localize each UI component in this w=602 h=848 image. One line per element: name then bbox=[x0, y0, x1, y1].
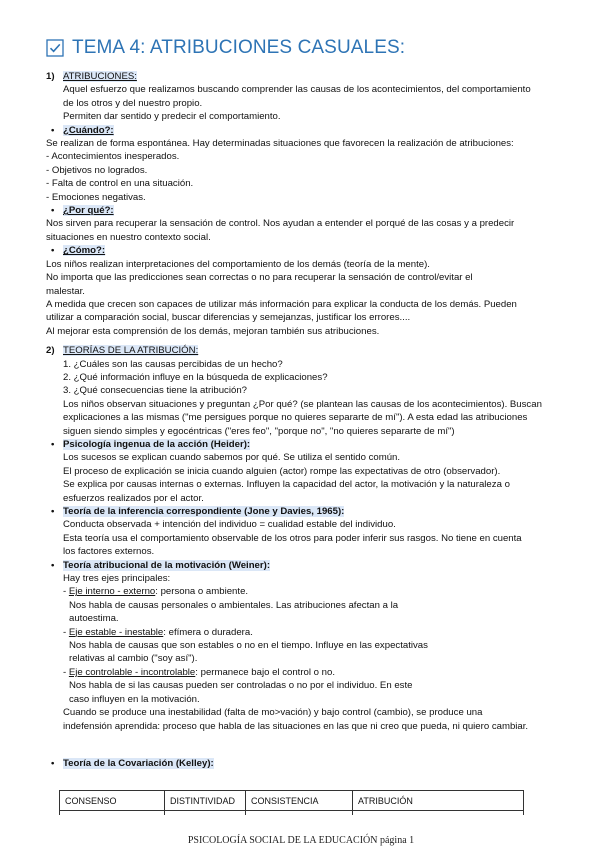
section-number: 1) bbox=[46, 71, 55, 82]
document-body bbox=[46, 70, 562, 770]
bullet-icon: • bbox=[51, 245, 55, 257]
axis-item: - Eje interno - externo: persona o ambiente. bbox=[63, 586, 249, 598]
table-cell bbox=[165, 811, 246, 816]
text-line: Nos habla de causas que son estables o no en el tiempo. Influye en las expectativas bbox=[69, 640, 428, 652]
bullet-como bbox=[46, 244, 562, 257]
text-line: caso influyen en la motivación. bbox=[69, 693, 200, 705]
text-line: relativas al cambio ("soy así"). bbox=[69, 653, 198, 665]
text-line: autoestima. bbox=[69, 613, 119, 625]
text-line: Se realizan de forma espontánea. Hay determinadas situaciones que favorecen la realización de atribuciones: bbox=[46, 138, 514, 150]
bullet-icon: • bbox=[51, 559, 55, 571]
text-line: los factores externos. bbox=[63, 546, 155, 558]
text-line: El proceso de explicación se inicia cuando alguien (actor) rompe las expectativas de otro (observador). bbox=[63, 465, 501, 477]
axis-text: : efímera o duradera. bbox=[163, 626, 253, 638]
bullet-heider bbox=[46, 438, 562, 505]
bullet-jones bbox=[46, 505, 562, 559]
page-footer: PSICOLOGÍA SOCIAL DE LA EDUCACIÓN página 1 bbox=[187, 835, 415, 846]
text-line: Nos habla de si las causas pueden ser controladas o no por el individuo. En este bbox=[69, 680, 413, 692]
text-line: de los otros y del nuestro propio. bbox=[63, 97, 203, 109]
text-line: indefensión aprendida: proceso que habla de las situaciones en las que ni creo que pueda, ni quiero cambiar. bbox=[63, 720, 529, 732]
text-line: situaciones en nuestro contexto social. bbox=[46, 231, 211, 243]
text-line: Nos habla de causas personales o ambientales. Las atribuciones afectan a la bbox=[69, 599, 399, 611]
page-title: TEMA 4: ATRIBUCIONES CASUALES: bbox=[72, 37, 406, 58]
bullet-heading: Teoría de la inferencia correspondiente (Jone y Davies, 1965): bbox=[63, 506, 345, 517]
table-header-row bbox=[60, 791, 524, 811]
text-line: Permiten dar sentido y predecir el comportamiento. bbox=[63, 111, 281, 123]
text-line: 3. ¿Qué consecuencias tiene la atribución? bbox=[63, 385, 247, 397]
bullet-icon: • bbox=[51, 506, 55, 517]
bullet-porque bbox=[46, 204, 562, 217]
section-atribuciones bbox=[46, 70, 562, 124]
text-line: Los sucesos se explican cuando sabemos por qué. Se utiliza el sentido común. bbox=[63, 452, 401, 464]
text-line: siguen siendo simples y egocéntricas ("eres feo", "porque no", "no quieres separarte de mí") bbox=[63, 425, 455, 437]
bullet-weiner bbox=[46, 559, 562, 733]
bullet-heading: ¿Por qué?: bbox=[63, 205, 114, 217]
axis-label: Eje interno - externo bbox=[68, 586, 156, 598]
axis-item: - Eje estable - inestable: efímera o duradera. bbox=[63, 626, 253, 638]
axis-label: Eje controlable - incontrolable bbox=[68, 666, 196, 678]
text-line: Los niños observan situaciones y preguntan ¿Por qué? (se plantean las causas de los acontecimientos). Buscan bbox=[63, 398, 542, 410]
bullet-heading: Teoría atribucional de la motivación (Weiner): bbox=[63, 559, 271, 571]
text-line: No importa que las predicciones sean correctas o no para recuperar la sensación de control/evitar el bbox=[46, 272, 473, 284]
text-line: explicaciones a las mismas ("me persigues porque no quieres separarte de mí"). A esta edad las atribuciones bbox=[63, 412, 528, 424]
bullet-icon: • bbox=[51, 438, 55, 450]
section-number: 2) bbox=[46, 345, 55, 357]
text-line: Esta teoría usa el comportamiento observable de los otros para poder inferir sus rasgos. No tiene en cuenta bbox=[63, 532, 522, 544]
bullet-icon: • bbox=[51, 205, 55, 217]
section-teorias bbox=[46, 344, 562, 438]
axis-label: Eje estable - inestable bbox=[68, 626, 164, 638]
table-cell bbox=[353, 811, 524, 816]
axis-text: : persona o ambiente. bbox=[155, 586, 249, 598]
bullet-heading: ¿Cómo?: bbox=[63, 245, 106, 257]
text-line: - Falta de control en una situación. bbox=[46, 178, 194, 190]
text-line: - Acontecimientos inesperados. bbox=[46, 151, 180, 163]
table-cell bbox=[60, 811, 165, 816]
text-line: Al mejorar esta comprensión de los demás, mejoran también sus atribuciones. bbox=[46, 325, 380, 337]
text-line: - Emociones negativas. bbox=[46, 191, 146, 203]
table-header-cell: CONSENSO bbox=[60, 791, 165, 811]
bullet-icon: • bbox=[51, 757, 55, 769]
bullet-cuando bbox=[46, 124, 562, 137]
bullet-icon: • bbox=[51, 124, 55, 136]
checkbox-checked-icon bbox=[46, 39, 64, 57]
text-line: Cuando se produce una inestabilidad (falta de mo>vación) y bajo control (cambio), se produce una bbox=[63, 707, 483, 719]
text-line: Los niños realizan interpretaciones del comportamiento de los demás (teoría de la mente). bbox=[46, 258, 430, 270]
text-line: Nos sirven para recuperar la sensación de control. Nos ayudan a entender el porqué de las cosas y a predecir bbox=[46, 218, 515, 230]
text-line: Se explica por causas internas o externas. Influyen la capacidad del actor, la motivación y la naturaleza o bbox=[63, 479, 510, 491]
table-cell bbox=[246, 811, 353, 816]
section-heading: ATRIBUCIONES: bbox=[63, 71, 137, 82]
covariation-table bbox=[59, 790, 524, 815]
text-line: - Objetivos no logrados. bbox=[46, 164, 148, 176]
text-line: esfuerzos realizados por el actor. bbox=[63, 492, 204, 504]
section-heading: TEORÍAS DE LA ATRIBUCIÓN: bbox=[63, 345, 199, 357]
title-row bbox=[46, 37, 405, 59]
text-line: Conducta observada + intención del individuo = cualidad estable del individuo. bbox=[63, 519, 396, 531]
bullet-kelley bbox=[46, 757, 562, 770]
bullet-heading: Teoría de la Covariación (Kelley): bbox=[63, 757, 214, 769]
table-row bbox=[60, 811, 524, 816]
text-line: malestar. bbox=[46, 285, 85, 297]
table-header-cell: CONSISTENCIA bbox=[246, 791, 353, 811]
text-line: 2. ¿Qué información influye en la búsqueda de explicaciones? bbox=[63, 371, 328, 383]
bullet-heading: Psicología ingenua de la acción (Heider): bbox=[63, 438, 251, 450]
table-header-cell: ATRIBUCIÓN bbox=[353, 791, 524, 811]
bullet-heading: ¿Cuándo?: bbox=[63, 124, 114, 136]
text-line: Aquel esfuerzo que realizamos buscando comprender las causas de los acontecimientos, del comportamiento bbox=[63, 84, 531, 96]
text-line: Hay tres ejes principales: bbox=[63, 573, 171, 585]
axis-text: : permanece bajo el control o no. bbox=[195, 666, 336, 678]
text-line: A medida que crecen son capaces de utilizar más información para explicar la conducta de los demás. Pueden bbox=[46, 298, 517, 310]
text-line: 1. ¿Cuáles son las causas percibidas de un hecho? bbox=[63, 358, 283, 370]
axis-item: - Eje controlable - incontrolable: permanece bajo el control o no. bbox=[63, 666, 336, 678]
text-line: utilizar a comparación social, buscar diferencias y semejanzas, justificar los errores.... bbox=[46, 312, 411, 324]
table-header-cell: DISTINTIVIDAD bbox=[165, 791, 246, 811]
